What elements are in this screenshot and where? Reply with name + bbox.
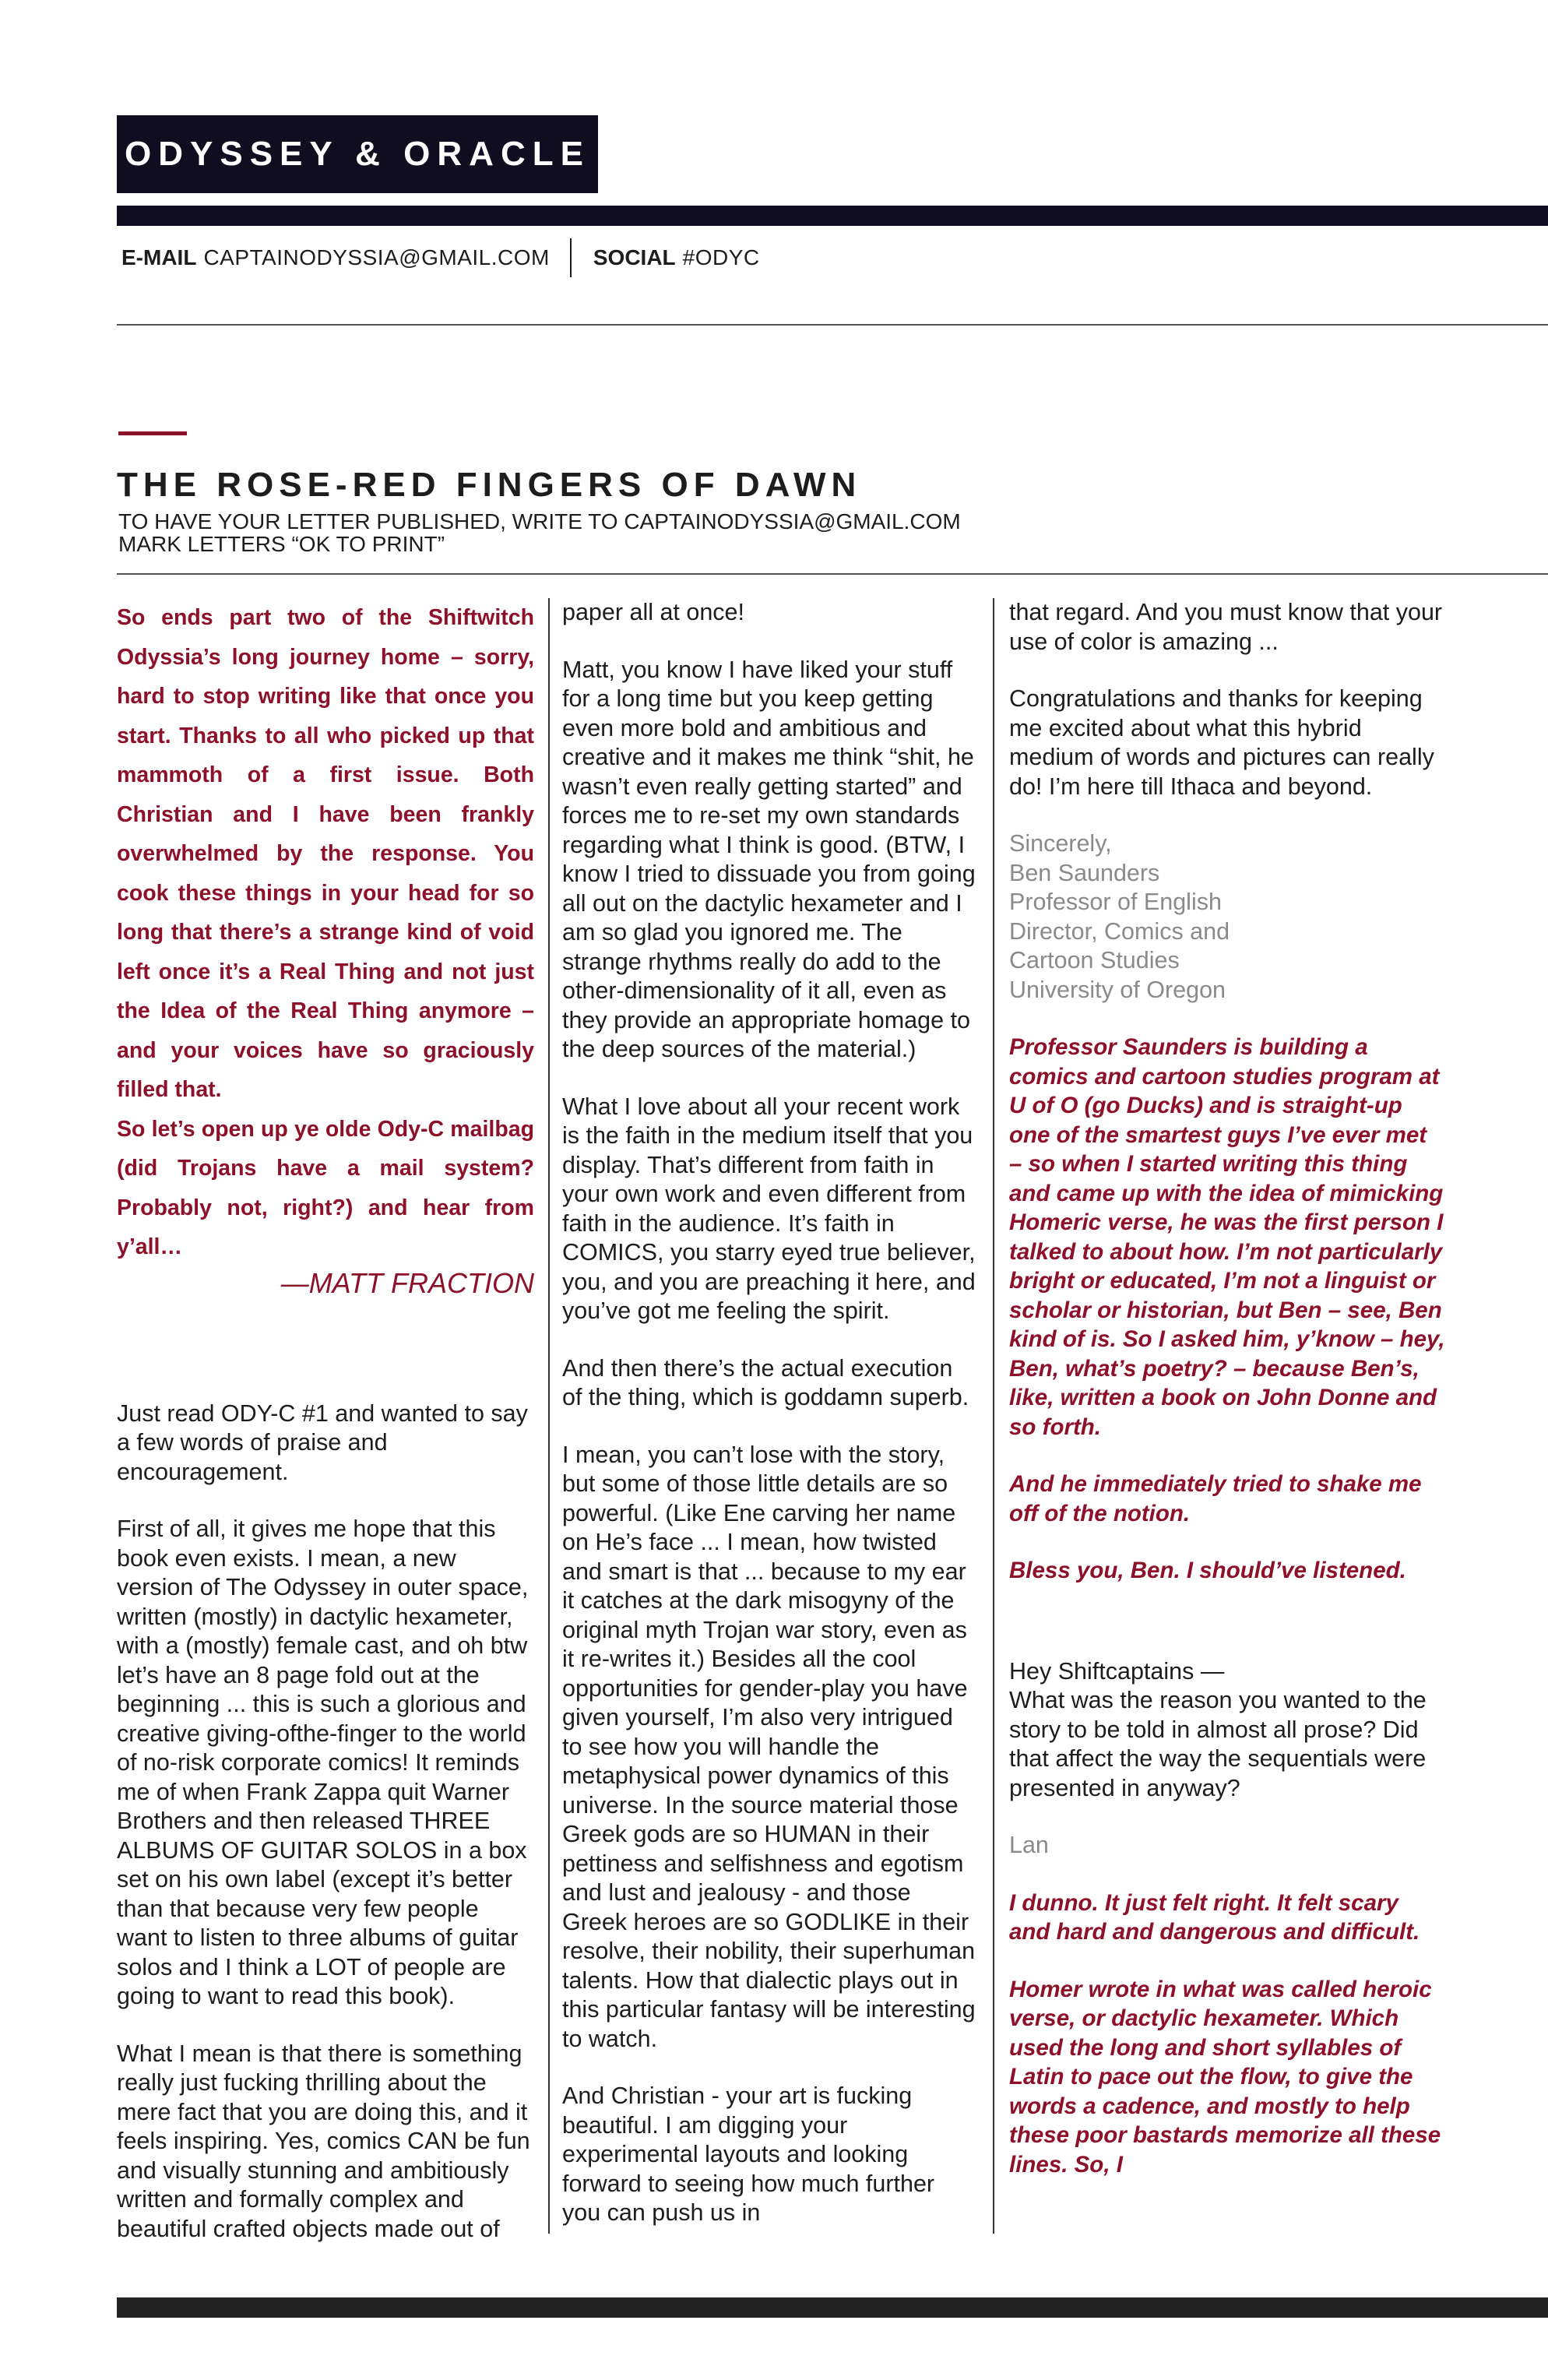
- letter-paragraph: Just read ODY-C #1 and wanted to say a few words of praise and encouragement.: [117, 1399, 528, 1485]
- letter-paragraph: What was the reason you wanted to the story to be told in almost all prose? Did that affect the way the sequentials were presented in anyway?: [1009, 1687, 1427, 1801]
- letter-paragraph: paper all at once!: [562, 599, 744, 625]
- email-label: E-MAIL: [121, 245, 197, 269]
- editor-intro-mailbag: So let’s open up ye olde Ody-C mailbag (did Trojans have a mail system? Probably not, right?) and hear from y’all…: [117, 1116, 534, 1259]
- contact-line: [121, 238, 760, 277]
- section-rule: [117, 573, 1548, 575]
- spacer: [1009, 1614, 1445, 1657]
- email-address: CAPTAINODYSSIA@GMAIL.COM: [203, 245, 550, 269]
- letter-paragraph: Congratulations and thanks for keeping me excited about what this hybrid medium of words and pictures can really do! I’m here till Ithaca and beyond.: [1009, 685, 1434, 800]
- signer-title: Professor of English: [1009, 889, 1222, 915]
- bottom-rule: [117, 2297, 1548, 2318]
- editor-reply: And he immediately tried to shake me off of the notion.: [1009, 1471, 1422, 1526]
- top-rule: [117, 206, 1548, 226]
- letter-paragraph: First of all, it gives me hope that this book even exists. I mean, a new version of The Odyssey in outer space, written (mostly) in dactylic hexameter, with a (mostly) female cast, and oh btw let’s have an 8 page fold out at the beginning ... this is such a glorious and creative giving-ofthe-finger to the world of no-risk corporate comics! It reminds me of when Frank Zappa quit Warner Brothers and then released THREE ALBUMS OF GUITAR SOLOS in a box set on his own label (except it’s better than that because very few people want to listen to three albums of guitar solos and I think a LOT of people are going to want to read this book).: [117, 1516, 529, 2009]
- masthead-title: ODYSSEY & ORACLE: [125, 135, 590, 173]
- column-divider: [548, 598, 550, 2234]
- letter-paragraph: I mean, you can’t lose with the story, but some of those little details are so powerful. (Like Ene carving her name on He’s face ... I mean, how twisted and smart is that ... because to my ear it catches at the dark misogyny of the original myth Trojan war story, even as it re-writes it.) Besides all the cool opportunities for gender-play you have given yourself, I’m also very intrigued to see how you will handle the metaphysical power dynamics of this universe. In the source material those Greek gods are so HUMAN in their pettiness and selfishness and egotism and lust and jealousy - and those Greek heroes are so GODLIKE in their resolve, their nobility, their superhuman talents. How that dialectic plays out in this particular fantasy will be interesting to watch.: [562, 1441, 976, 2052]
- editor-reply: I dunno. It just felt right. It felt scary and hard and dangerous and difficult.: [1009, 1889, 1420, 1945]
- letter-paragraph: And then there’s the actual execution of the thing, which is goddamn superb.: [562, 1354, 969, 1410]
- editor-reply: Professor Saunders is building a comics and cartoon studies program at U of O (go Ducks) and is straight-up one of the smartest guys I’ve ever met – so when I started writing this thing and came up with the idea of mimicking Homeric verse, he was the first person I talked to about how. I’m not particularly bright or educated, I’m not a linguist or scholar or historian, but Ben – see, Ben kind of is. So I asked him, y’know – hey, Ben, what’s poetry? – because Ben’s, like, written a book on John Donne and so forth.: [1009, 1034, 1445, 1440]
- letter-greeting: Hey Shiftcaptains —: [1009, 1657, 1225, 1685]
- letter-paragraph: What I love about all your recent work is the faith in the medium itself that you display. That’s different from faith in your own work and even different from faith in the audience. It’s faith in COMICS, you starry eyed true believer, you, and you are preaching it here, and you’ve got me feeling the spirit.: [562, 1093, 976, 1324]
- signer-affiliation: University of Oregon: [1009, 976, 1226, 1003]
- signer-name: Ben Saunders: [1009, 859, 1160, 886]
- signer-title: Director, Comics and: [1009, 917, 1230, 945]
- contact-divider: [570, 238, 572, 277]
- column-3: [1009, 598, 1445, 2207]
- editor-intro: So ends part two of the Shiftwitch Odyssia’s long journey home – sorry, hard to stop writing like that once you start. Thanks to all who picked up that mammoth of a first issue. Both Christian and I have been frankly overwhelmed by the response. You cook these things in your head for so long that there’s a strange kind of void left once it’s a Real Thing and not just the Idea of the Real Thing anymore – and your voices have so graciously filled that.: [117, 605, 534, 1102]
- letter-paragraph: And Christian - your art is fucking beautiful. I am digging your experimental layouts and looking forward to seeing how much further you can push us in: [562, 2082, 935, 2226]
- letter-signature: Lan: [1009, 1832, 1049, 1858]
- accent-rule: [118, 431, 187, 435]
- signer-title: Cartoon Studies: [1009, 947, 1180, 973]
- print-permission-note: MARK LETTERS “OK TO PRINT”: [118, 532, 445, 556]
- section-title: THE ROSE-RED FINGERS OF DAWN: [117, 466, 862, 504]
- submission-instructions: TO HAVE YOUR LETTER PUBLISHED, WRITE TO CAPTAINODYSSIA@GMAIL.COM: [118, 509, 961, 533]
- column-1: [117, 598, 534, 2244]
- social-hashtag: #ODYC: [682, 245, 760, 269]
- letter-paragraph: What I mean is that there is something really just fucking thrilling about the mere fact that you are doing this, and it feels inspiring. Yes, comics CAN be fun and visually stunning and ambitiously written and formally complex and beautiful crafted objects made out of: [117, 2040, 530, 2242]
- column-2: [562, 598, 978, 2228]
- letter-paragraph: that regard. And you must know that your use of color is amazing ...: [1009, 599, 1443, 655]
- editor-signature: —MATT FRACTION: [280, 1266, 534, 1299]
- letter-signature-block: [1009, 829, 1445, 1005]
- header-rule: [117, 324, 1548, 326]
- letter-paragraph: Matt, you know I have liked your stuff for a long time but you keep getting even more bold and ambitious and creative and it makes me think “shit, he wasn’t even really getting started” and forces me to re-set my own standards regarding what I think is good. (BTW, I know I tried to dissuade you from going all out on the dactylic hexameter and I am so glad you ignored me. The strange rhythms really do add to the other-dimensionality of it all, even as they provide an appropriate homage to the deep sources of the material.): [562, 656, 976, 1062]
- column-divider: [993, 598, 994, 2234]
- editor-reply: Bless you, Ben. I should’ve listened.: [1009, 1558, 1406, 1583]
- masthead: [117, 115, 598, 193]
- social-label: SOCIAL: [593, 245, 676, 269]
- sign-off: Sincerely,: [1009, 830, 1112, 857]
- editor-reply: Homer wrote in what was called heroic verse, or dactylic hexameter. Which used the long and short syllables of Latin to pace out the flow, to give the words a cadence, and mostly to help these poor bastards memorize all these lines. So, I: [1009, 1976, 1441, 2178]
